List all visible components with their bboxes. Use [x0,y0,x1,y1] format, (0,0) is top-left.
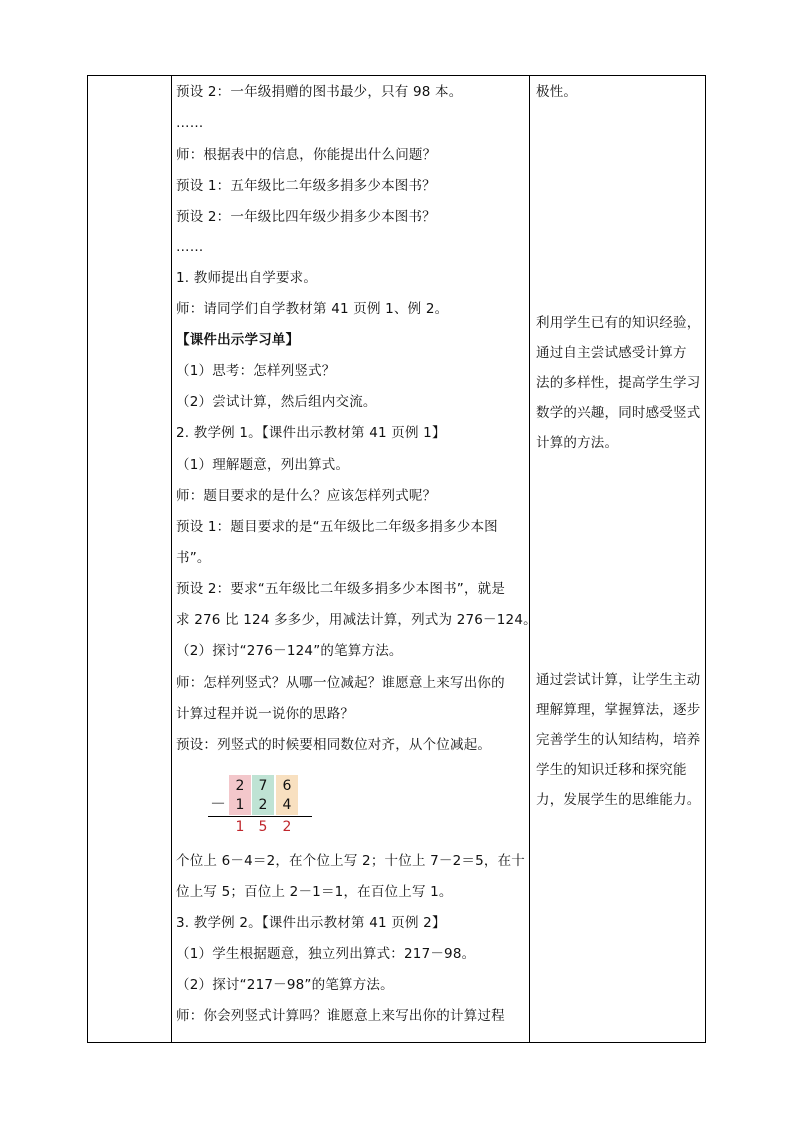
minuend-tens: 7 [258,778,268,794]
text-line: …… [176,239,204,255]
text-line: 师：怎样列竖式？从哪一位减起？谁愿意上来写出你的 [176,675,505,691]
minus-sign: － [210,794,227,813]
text-line: 数学的兴趣，同时感受竖式 [536,405,701,421]
vertical-subtraction [208,775,318,835]
text-line: 3. 教学例 2。【课件出示教材第 41 页例 2】 [176,915,446,931]
text-line: 学生的知识迁移和探究能 [536,762,687,778]
text-line: （2）尝试计算，然后组内交流。 [176,394,377,410]
text-line: （2）探讨“276－124”的笔算方法。 [176,643,403,659]
result-tens: 5 [258,819,268,835]
text-line: 1. 教师提出自学要求。 [176,270,318,286]
minuend-hundreds: 2 [235,778,245,794]
text-line: 完善学生的认知结构，培养 [536,732,701,748]
text-line: （2）探讨“217－98”的笔算方法。 [176,977,394,993]
text-line: 计算的方法。 [536,435,619,451]
text-line: 求 276 比 124 多多少，用减法计算，列式为 276－124。 [176,612,537,628]
text-line: 师：题目要求的是什么？应该怎样列式呢？ [176,488,437,504]
text-line: 通过自主尝试感受计算方 [536,345,687,361]
text-line: 师：根据表中的信息，你能提出什么问题？ [176,147,437,163]
text-line: 利用学生已有的知识经验， [536,315,701,331]
text-line: （1）学生根据题意，独立列出算式：217－98。 [176,946,476,962]
text-line: 预设：列竖式的时候要相同数位对齐，从个位减起。 [176,737,492,753]
subtrahend-ones: 4 [282,797,292,813]
text-line: 预设 1：五年级比二年级多捐多少本图书？ [176,178,436,194]
text-line: 预设 1：题目要求的是“五年级比二年级多捐多少本图 [176,519,498,535]
text-line: 位上写 5；百位上 2－1＝1，在百位上写 1。 [176,884,453,900]
text-line: 计算过程并说一说你的思路？ [176,706,355,722]
sum-line [208,816,312,817]
text-line: 极性。 [536,84,578,100]
text-line: 书”。 [176,550,211,566]
subtrahend-hundreds: 1 [235,797,245,813]
minuend-ones: 6 [282,778,292,794]
subtrahend-tens: 2 [258,797,268,813]
text-line: 师：你会列竖式计算吗？谁愿意上来写出你的计算过程 [176,1008,505,1024]
text-line: 预设 2：一年级比四年级少捐多少本图书？ [176,209,436,225]
text-line: 预设 2：要求“五年级比二年级多捐多少本图书”，就是 [176,581,506,597]
text-line: （1）思考：怎样列竖式？ [176,363,336,379]
text-line: 【课件出示学习单】 [176,332,300,348]
text-line: 2. 教学例 1。【课件出示教材第 41 页例 1】 [176,425,446,441]
text-line: 法的多样性，提高学生学习 [536,375,701,391]
text-line: 预设 2：一年级捐赠的图书最少，只有 98 本。 [176,84,463,100]
text-line: 理解算理，掌握算法，逐步 [536,702,701,718]
text-line: 通过尝试计算，让学生主动 [536,672,701,688]
text-line: 力，发展学生的思维能力。 [536,792,701,808]
result-ones: 2 [282,819,292,835]
text-line: 师：请同学们自学教材第 41 页例 1、例 2。 [176,301,449,317]
text-line: …… [176,115,204,131]
text-line: （1）理解题意，列出算式。 [176,457,350,473]
column-divider-right [529,76,530,1042]
text-line: 个位上 6－4＝2，在个位上写 2；十位上 7－2＝5，在十 [176,853,525,869]
column-divider-left [171,76,172,1042]
result-hundreds: 1 [235,819,245,835]
